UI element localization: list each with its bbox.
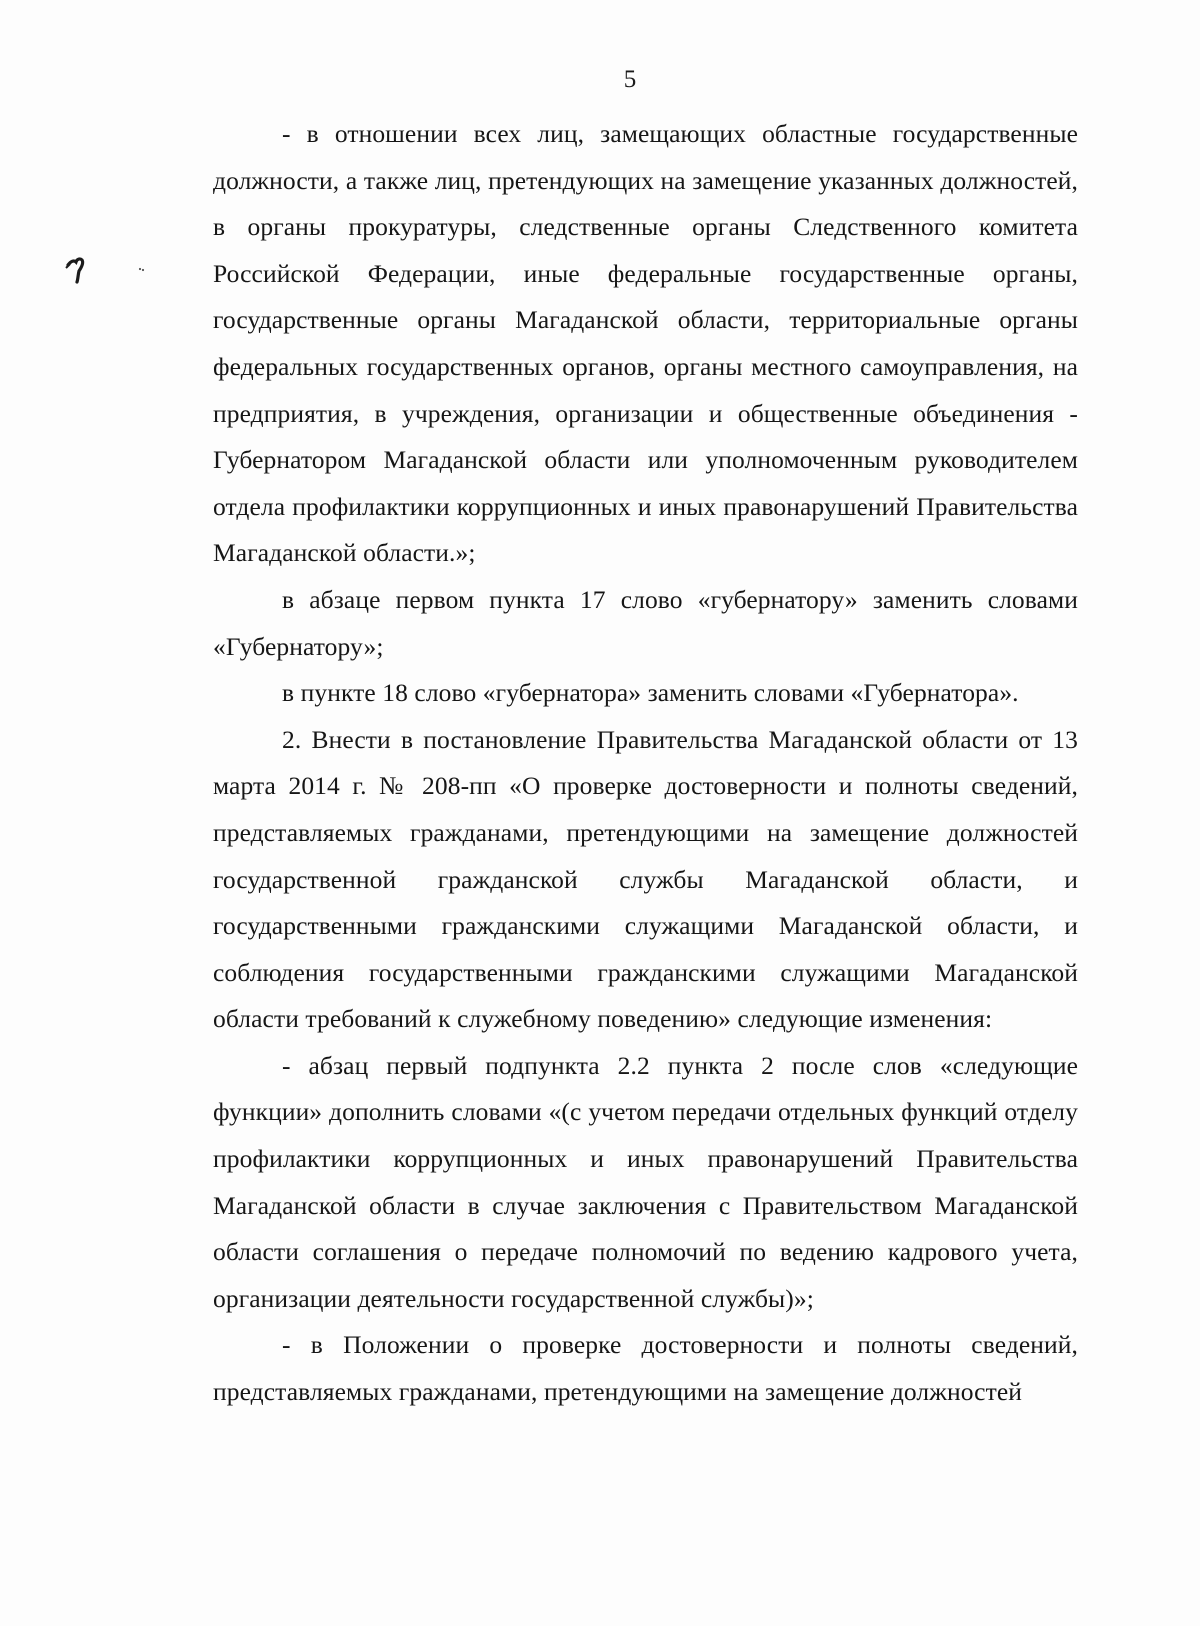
scan-margin-marks [62, 251, 162, 291]
paragraph-5: - абзац первый подпункта 2.2 пункта 2 после слов «следующие функции» дополнить словами «(с учетом передачи отдельных функций отделу профилактики коррупционных и иных правонарушений Правительства Магаданской области в случае заключения с Правительством Магаданской области соглашения о передаче полномочий по ведению кадрового учета, организации деятельности государственной службы)»; [213, 1050, 1078, 1313]
page-number: 5 [623, 66, 637, 93]
paragraph-6: - в Положении о проверке достоверности и полноты сведений, представляемых гражданами, претендующими на замещение должностей [213, 1330, 1078, 1407]
paragraph-1: - в отношении всех лиц, замещающих областные государственные должности, а также лиц, претендующих на замещение указанных должностей, в органы прокуратуры, следственные органы Следственного комитета Российской Федерации, иные федеральные государственные органы, государственные органы Магаданской области, территориальные органы федеральных государственных органов, органы местного самоуправления, на предприятия, в учреждения, организации и общественные объединения - Губернатором Магаданской области или уполномоченным руководителем отдела профилактики коррупционных и иных правонарушений Правительства Магаданской области.»; [213, 119, 1078, 568]
paragraph-3: в пункте 18 слово «губернатора» заменить словами «Губернатора». [282, 678, 1019, 708]
document-body [213, 111, 1078, 1416]
paragraph-4: 2. Внести в постановление Правительства Магаданской области от 13 марта 2014 г. № 208-пп «О проверке достоверности и полноты сведений, представляемых гражданами, претендующими на замещение должностей государственной гражданской службы Магаданской области, и государственными гражданскими служащими Магаданской области, и соблюдения государственными гражданскими служащими Магаданской области требований к служебному поведению» следующие изменения: [213, 724, 1078, 1034]
paragraph-2: в абзаце первом пункта 17 слово «губернатору» заменить словами «Губернатору»; [213, 584, 1078, 661]
